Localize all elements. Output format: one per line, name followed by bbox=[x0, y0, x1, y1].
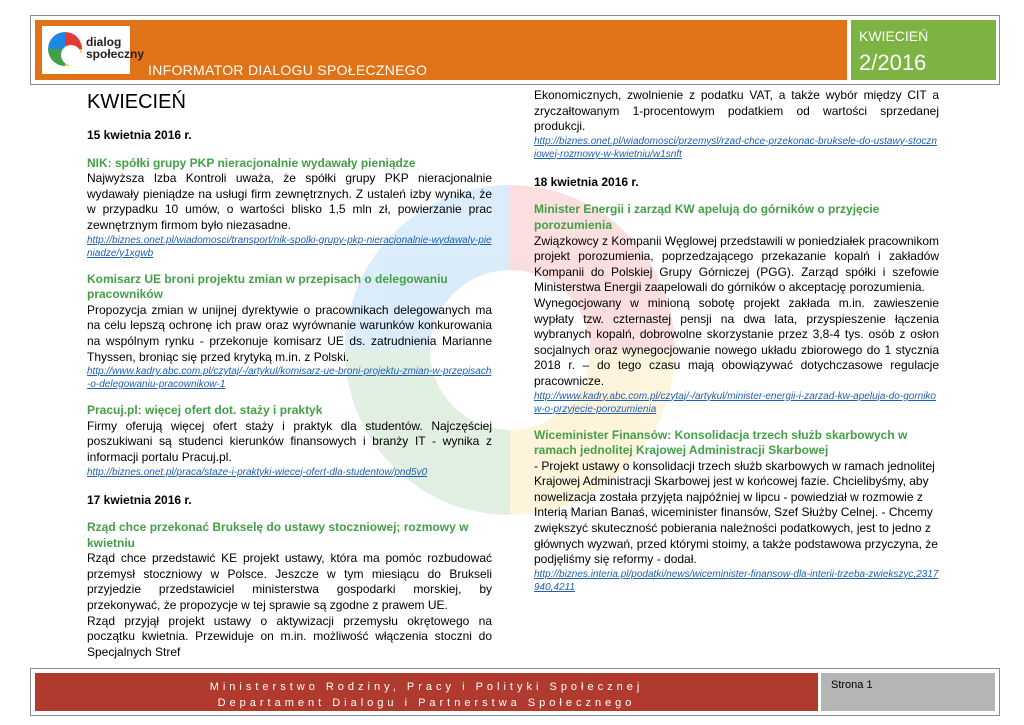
article-text: Ekonomicznych, zwolnienie z podatku VAT, a także wybór między CIT a zryczałtowanym 1-procentowym podatkiem od wartości sprzedanej produkcji. bbox=[534, 88, 939, 134]
left-column bbox=[87, 88, 492, 672]
footer-page-box bbox=[821, 673, 995, 711]
logo-text-line1: dialog bbox=[86, 35, 122, 49]
article-headline: Rząd chce przekonać Brukselę do ustawy stoczniowej; rozmowy w kwietniu bbox=[87, 520, 469, 550]
page-number: Strona 1 bbox=[831, 679, 873, 691]
article-link[interactable]: http://biznes.interia.pl/podatki/news/wiceminister-finansow-dla-interii-trzeba-zwiekszyc,2317940,4211 bbox=[534, 568, 939, 593]
article bbox=[87, 520, 492, 660]
article-text: Związkowcy z Kompanii Węglowej przedstawili w poniedziałek pracownikom projekt porozumienia, poprzedzającego przekazanie kopalń i zakładów Kompanii do Polskiej Grupy Górniczej (PGG). Zarząd spółki i szefowie Ministerstwa Energii zaapelowali do górników o akceptację porozumienia. bbox=[534, 233, 939, 295]
article bbox=[534, 202, 939, 415]
article-text: - Projekt ustawy o konsolidacji trzech służb skarbowych w ramach jednolitej Krajowej Administracji Skarbowej jest w końcowej fazie. Chcielibyśmy, aby nowelizacja została przyjęta najpóźniej w lipcu - powiedział w rozmowie z Interią Marian Banaś, wiceminister finansów, Szef Służby Celnej. - Chcemy zwiększyć skuteczność pobierania należności podatkowych, jest to jedno z głównych wyzwań, przed którymi stoimy, a także podstawowa przyczyna, że podjęliśmy się reformy - dodał. bbox=[534, 458, 938, 567]
logo-text-line2: społeczny bbox=[86, 47, 145, 61]
article-headline: Minister Energii i zarząd KW apelują do górników o przyjęcie porozumienia bbox=[534, 202, 880, 232]
article-text: Wynegocjowany w minioną sobotę projekt zakłada m.in. zawieszenie wypłaty tzw. czternastej pensji na dwa lata, przyspieszenie łączenia wybranych kopalń, dobrowolne skorzystanie przez 3,8-4 tys. osób z osłon socjalnych oraz wynegocjowanie nowego układu zbiorowego do 1 stycznia 2018 r. – do tego czasu mają obowiązywać dotychczasowe regulacje pracownicze. bbox=[534, 295, 939, 388]
footer-banner bbox=[35, 673, 818, 711]
footer-ministry: Ministerstwo Rodziny, Pracy i Polityki Społecznej bbox=[209, 681, 644, 693]
header-title: INFORMATOR DIALOGU SPOŁECZNEGO bbox=[148, 62, 428, 78]
date-heading: 18 kwietnia 2016 r. bbox=[534, 174, 639, 189]
issue-box bbox=[851, 20, 996, 80]
article bbox=[87, 272, 492, 392]
article bbox=[534, 428, 939, 594]
article-continuation bbox=[534, 88, 939, 161]
article-headline: Wiceminister Finansów: Konsolidacja trzech służb skarbowych w ramach jednolitej Krajowej Administracji Skarbowej bbox=[534, 427, 908, 458]
footer-department: Departament Dialogu i Partnerstwa Społecznego bbox=[217, 697, 636, 709]
article-text: Propozycja zmian w unijnej dyrektywie o pracownikach delegowanych ma na celu lepszą ochronę ich praw oraz wyrównanie warunków konkurowania na wspólnym rynku - przekonuje komisarz UE ds. zatrudnienia Marianne Thyssen, broniąc się przed krytyką m.in. z Polski. bbox=[87, 302, 492, 364]
right-column bbox=[534, 88, 939, 606]
article-headline: NIK: spółki grupy PKP nieracjonalnie wydawały pieniądze bbox=[87, 155, 416, 170]
issue-number: 2/2016 bbox=[859, 50, 927, 75]
header-banner bbox=[35, 20, 847, 80]
article-text: Firmy oferują więcej ofert staży i praktyk dla studentów. Najczęściej poszukiwani są studenci kierunków finansowych i branży IT - wynika z informacji portalu Pracuj.pl. bbox=[87, 418, 492, 464]
date-heading: 15 kwietnia 2016 r. bbox=[87, 128, 192, 142]
article-headline: Komisarz UE broni projektu zmian w przepisach o delegowaniu pracowników bbox=[87, 271, 448, 302]
issue-month: KWIECIEŃ bbox=[859, 28, 929, 44]
page-header bbox=[30, 15, 1000, 85]
article-text: Rząd chce przedstawić KE projekt ustawy, która ma pomóc rozbudować przemysł stoczniowy w Polsce. Jeszcze w tym miesiącu do Brukseli przyjedzie przedstawiciel ministerstwa gospodarki morskiej, by przekonywać, że propozycje w tej sprawie są zgodne z prawem UE. bbox=[87, 551, 492, 613]
logo-circle-icon bbox=[48, 32, 82, 66]
article-link[interactable]: http://biznes.onet.pl/praca/staze-i-praktyki-wiecej-ofert-dla-studentow/pnd5v0 bbox=[87, 466, 428, 478]
article bbox=[87, 403, 492, 478]
article-link[interactable]: http://biznes.onet.pl/wiadomosci/przemysl/rzad-chce-przekonac-bruksele-do-ustawy-stoczniowej-rozmowy-w-kwietniu/w1snft bbox=[534, 135, 937, 160]
article-link[interactable]: http://www.kadry.abc.com.pl/czytaj/-/artykul/minister-energii-i-zarzad-kw-apeluja-do-gornikow-o-przyjecie-porozumienia bbox=[534, 390, 936, 415]
page-title: KWIECIEŃ bbox=[87, 91, 186, 113]
article-link[interactable]: http://biznes.onet.pl/wiadomosci/transport/nik-spolki-grupy-pkp-nieracjonalnie-wydawaly-pieniadze/y1xgwb bbox=[87, 234, 492, 259]
article-headline: Pracuj.pl: więcej ofert dot. staży i praktyk bbox=[87, 403, 323, 418]
date-heading: 17 kwietnia 2016 r. bbox=[87, 492, 192, 507]
article-text: Rząd przyjął projekt ustawy o aktywizacji przemysłu okrętowego na początku kwietnia. Przewiduje on m.in. możliwość włączenia stoczni do Specjalnych Stref bbox=[87, 613, 492, 659]
dialog-spoleczny-logo bbox=[42, 26, 145, 74]
article bbox=[87, 156, 492, 260]
article-text: Najwyższa Izba Kontroli uważa, że spółki grupy PKP nieracjonalnie wydawały pieniądze na usługi firm zewnętrznych. Z ustaleń izby wynika, że w przypadku 10 umów, o wartości blisko 1,5 mln zł, powierzanie prac zewnętrznym firmom było niezasadne. bbox=[87, 171, 492, 232]
article-link[interactable]: http://www.kadry.abc.com.pl/czytaj/-/artykul/komisarz-ue-broni-projektu-zmian-w-przepisach-o-delegowaniu-pracownikow-1 bbox=[87, 366, 492, 391]
page-footer bbox=[30, 668, 1000, 716]
